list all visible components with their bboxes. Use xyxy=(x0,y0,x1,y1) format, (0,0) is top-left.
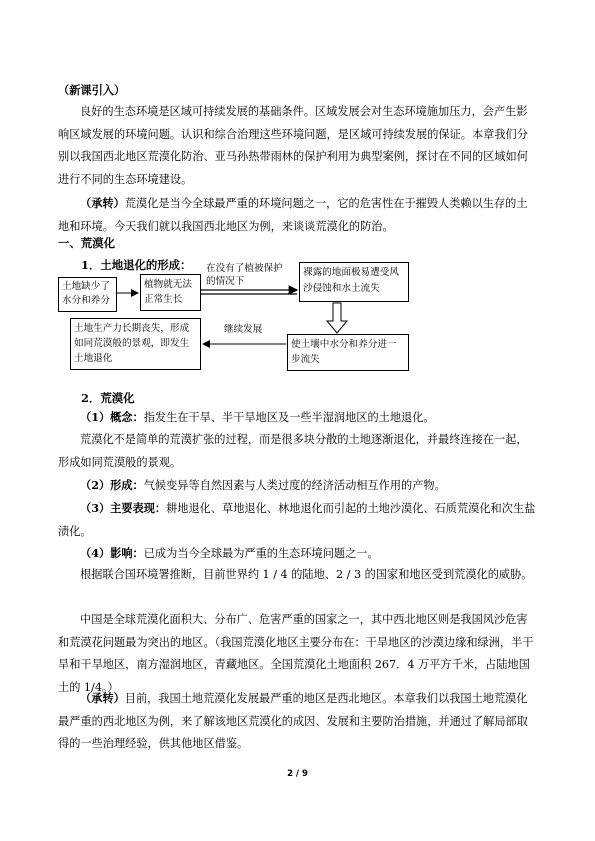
impact-line xyxy=(58,542,536,566)
concept-line xyxy=(58,406,536,430)
concept-label: （1）概念： xyxy=(80,410,144,424)
diagram-box-2: 植物就无法正常生长 xyxy=(140,274,201,311)
diagram-box-3: 裸露的地面极易遭受风沙侵蚀和水土流失 xyxy=(299,262,409,302)
manifestation-text: 耕地退化、草地退化、林地退化而引起的土地沙漠化、石质荒漠化和次生盐渍化。 xyxy=(58,502,536,538)
impact-text: 已成为当今全球最为严重的生态环境问题之一。 xyxy=(143,547,379,560)
impact-label: （4）影响： xyxy=(80,546,144,560)
manifestation-label: （3）主要表现： xyxy=(80,501,167,515)
transition2-line xyxy=(58,687,536,756)
concept-text: 指发生在干旱、半干旱地区及一些半湿润地区的土地退化。 xyxy=(143,411,435,424)
subsection-title-1: 1．土地退化的形成： xyxy=(81,258,192,272)
formation-line xyxy=(58,474,536,498)
section-title: 一、荒漠化 xyxy=(58,236,115,250)
transition-text: 荒漠化是当今全球最严重的环境问题之一，它的危害性在于摧毁人类赖以生存的土地和环境。今天我们就以我国西北地区为例，来谈谈荒漠化的防治。 xyxy=(58,197,528,233)
formation-label: （2）形成： xyxy=(80,478,144,492)
page-number: 2 / 9 xyxy=(287,769,308,779)
diagram-box-1: 土地缺少了水分和养分 xyxy=(58,277,117,312)
subsection-title-2: 2．荒漠化 xyxy=(81,391,135,405)
manifestation-line xyxy=(58,497,536,543)
intro-paragraph: 良好的生态环境是区域可持续发展的基础条件。区域发展会对生态环境施加压力，会产生影响区域发展的环境问题。认识和综合治理这些环境问题，是区域可持续发展的保证。本章我们分别以我国西北地区荒漠化防治、亚马孙热带雨林的保护利用为典型案例，探讨在不同的区域如何进行不同的生态环境建设。 xyxy=(58,105,528,186)
diagram-continue-label: 继续发展 xyxy=(224,324,263,335)
transition-label: （承转） xyxy=(80,196,125,210)
diagram-arrow-label: 在没有了植被保护的情况下 xyxy=(206,263,283,287)
unep-paragraph: 根据联合国环境署推断，目前世界约 1 / 4 的陆地、2 / 3 的国家和地区受到荒漠化的威胁。 xyxy=(80,568,533,581)
diagram-box-5: 土地生产力长期丧失，形成如同荒漠般的景观，即发生土地退化 xyxy=(70,318,201,370)
formation-text: 气候变异等自然因素与人类过度的经济活动相互作用的产物。 xyxy=(143,479,446,492)
concept-note: 荒漠化不是简单的荒漠扩张的过程，而是很多块分散的土地逐渐退化，并最终连接在一起，形成如同荒漠般的景观。 xyxy=(58,433,528,469)
china-paragraph: 中国是全球荒漠化面积大、分布广、危害严重的国家之一，其中西北地区则是我国风沙危害和荒漠花问题最为突出的地区。（我国荒漠化地区主要分布在：干旱地区的沙漠边缘和绿洲，半干旱和干旱地区，南方湿润地区，青藏地区。全国荒漠化土地面积 267．4 万平方千米，占陆地国土的 1/4。） xyxy=(58,613,534,694)
intro-heading: （新课引入） xyxy=(58,83,126,97)
arrow-3-4 xyxy=(327,303,347,333)
diagram-box-4: 使土壤中水分和养分进一步流失 xyxy=(287,334,409,371)
transition2-label: （承转） xyxy=(80,691,125,705)
transition2-text: 目前，我国土地荒漠化发展最严重的地区是西北地区。本章我们以我国土地荒漠化最严重的西北地区为例，来了解该地区荒漠化的成因、发展和主要防治措施，并通过了解局部取得的一些治理经验，供其他地区借鉴。 xyxy=(58,692,528,751)
